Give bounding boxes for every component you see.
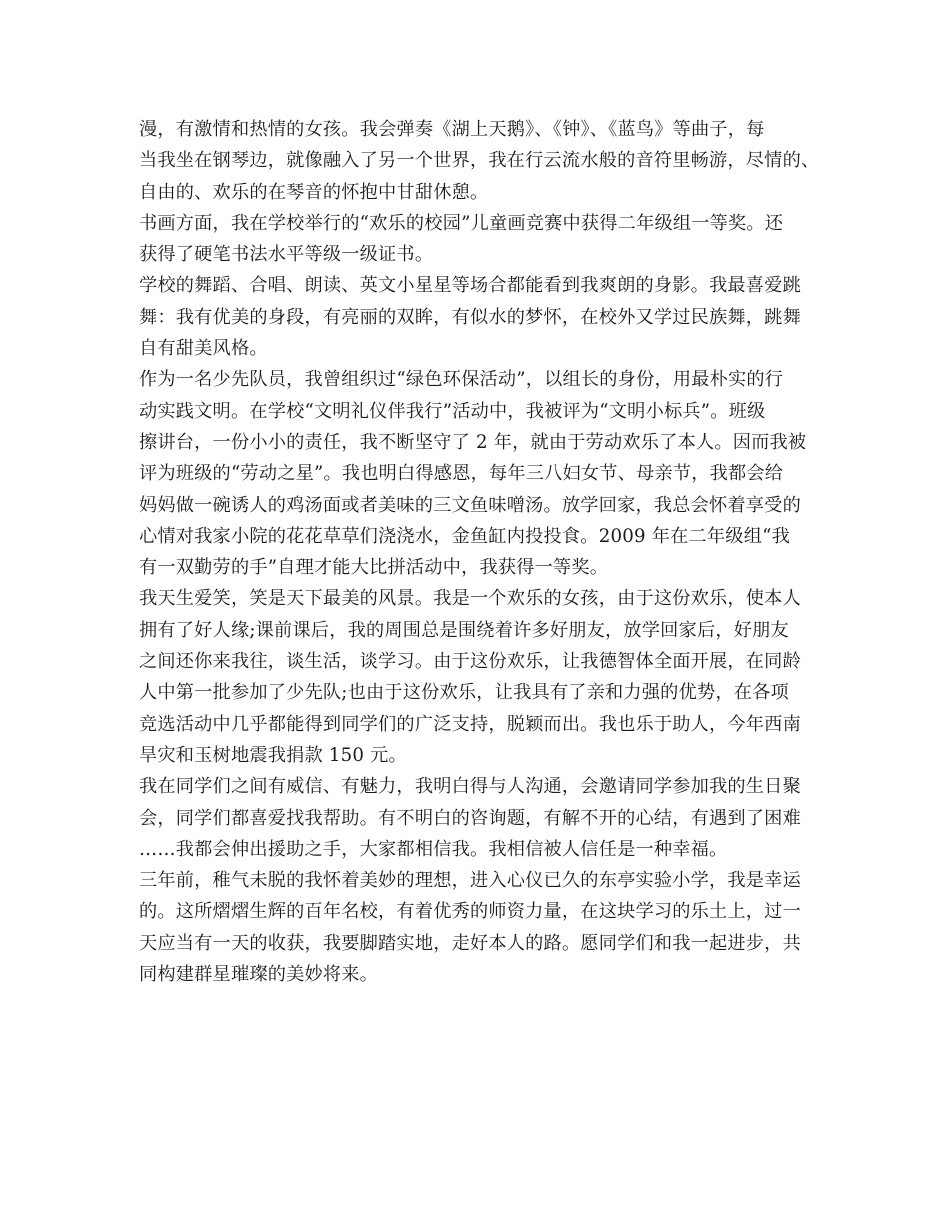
text-line: 人中第一批参加了少先队;也由于这份欢乐，让我具有了亲和力强的优势，在各项 (139, 682, 789, 704)
text-line: 拥有了好人缘;课前课后，我的周围总是围绕着许多好朋友，放学回家后，好朋友 (139, 619, 789, 641)
text-line: 心情对我家小院的花花草草们浇浇水，金鱼缸内投投食。2009 年在二年级组“我 (139, 525, 790, 547)
text-line: 的。这所熠熠生辉的百年名校，有着优秀的师资力量，在这块学习的乐土上，过一 (139, 901, 801, 923)
text-line: 书画方面，我在学校举行的“欢乐的校园”儿童画竞赛中获得二年级组一等奖。还 (139, 212, 784, 234)
text-line: 有一双勤劳的手”自理才能大比拼活动中，我获得一等奖。 (139, 557, 609, 579)
text-line: ……我都会伸出援助之手，大家都相信我。我相信被人信任是一种幸福。 (139, 838, 728, 860)
text-line: 自由的、欢乐的在琴音的怀抱中甘甜休憩。 (139, 181, 489, 203)
document-body (139, 114, 839, 990)
text-line: 评为班级的“劳动之星”。我也明白得感恩，每年三八妇女节、母亲节，我都会给 (139, 463, 784, 485)
text-line: 自有甜美风格。 (139, 338, 268, 360)
text-line: 会，同学们都喜爱找我帮助。有不明白的咨询题，有解不开的心结，有遇到了困难 (139, 807, 801, 829)
text-line: 我在同学们之间有威信、有魅力，我明白得与人沟通，会邀请同学参加我的生日聚 (139, 776, 801, 798)
text-line: 漫，有激情和热情的女孩。我会弹奏《湖上天鹅》、《钟》、《蓝鸟》等曲子，每 (139, 119, 765, 140)
text-line: 妈妈做一碗诱人的鸡汤面或者美味的三文鱼味噌汤。放学回家，我总会怀着享受的 (139, 494, 801, 516)
text-line: 作为一名少先队员，我曾组织过“绿色环保活动”，以组长的身份，用最朴实的行 (139, 369, 784, 391)
text-line: 舞：我有优美的身段，有亮丽的双眸，有似水的梦怀，在校外又学过民族舞，跳舞 (139, 306, 801, 328)
text-line: 之间还你来我往，谈生活，谈学习。由于这份欢乐，让我德智体全面开展，在同龄 (139, 651, 801, 673)
text-line: 擦讲台，一份小小的责任，我不断坚守了 2 年，就由于劳动欢乐了本人。因而我被 (139, 431, 807, 453)
text-line: 动实践文明。在学校“文明礼仪伴我行”活动中，我被评为“文明小标兵”。班级 (139, 400, 766, 422)
text-line: 三年前，稚气未脱的我怀着美妙的理想，进入心仪已久的东亭实验小学，我是幸运 (139, 870, 801, 892)
text-line: 竞选活动中几乎都能得到同学们的广泛支持，脱颖而出。我也乐于助人，今年西南 (139, 713, 801, 735)
text-line: 获得了硬笔书法水平等级一级证书。 (139, 244, 434, 266)
text-line: 学校的舞蹈、合唱、朗读、英文小星星等场合都能看到我爽朗的身影。我最喜爱跳 (139, 275, 801, 297)
text-line: 同构建群星璀璨的美妙将来。 (139, 964, 379, 986)
text-line: 当我坐在钢琴边，就像融入了另一个世界，我在行云流水般的音符里畅游，尽情的、 (139, 150, 820, 172)
text-line: 天应当有一天的收获，我要脚踏实地，走好本人的路。愿同学们和我一起进步，共 (139, 932, 801, 954)
text-line: 旱灾和玉树地震我捐款 150 元。 (139, 744, 407, 766)
text-line: 我天生爱笑，笑是天下最美的风景。我是一个欢乐的女孩，由于这份欢乐，使本人 (139, 588, 801, 610)
